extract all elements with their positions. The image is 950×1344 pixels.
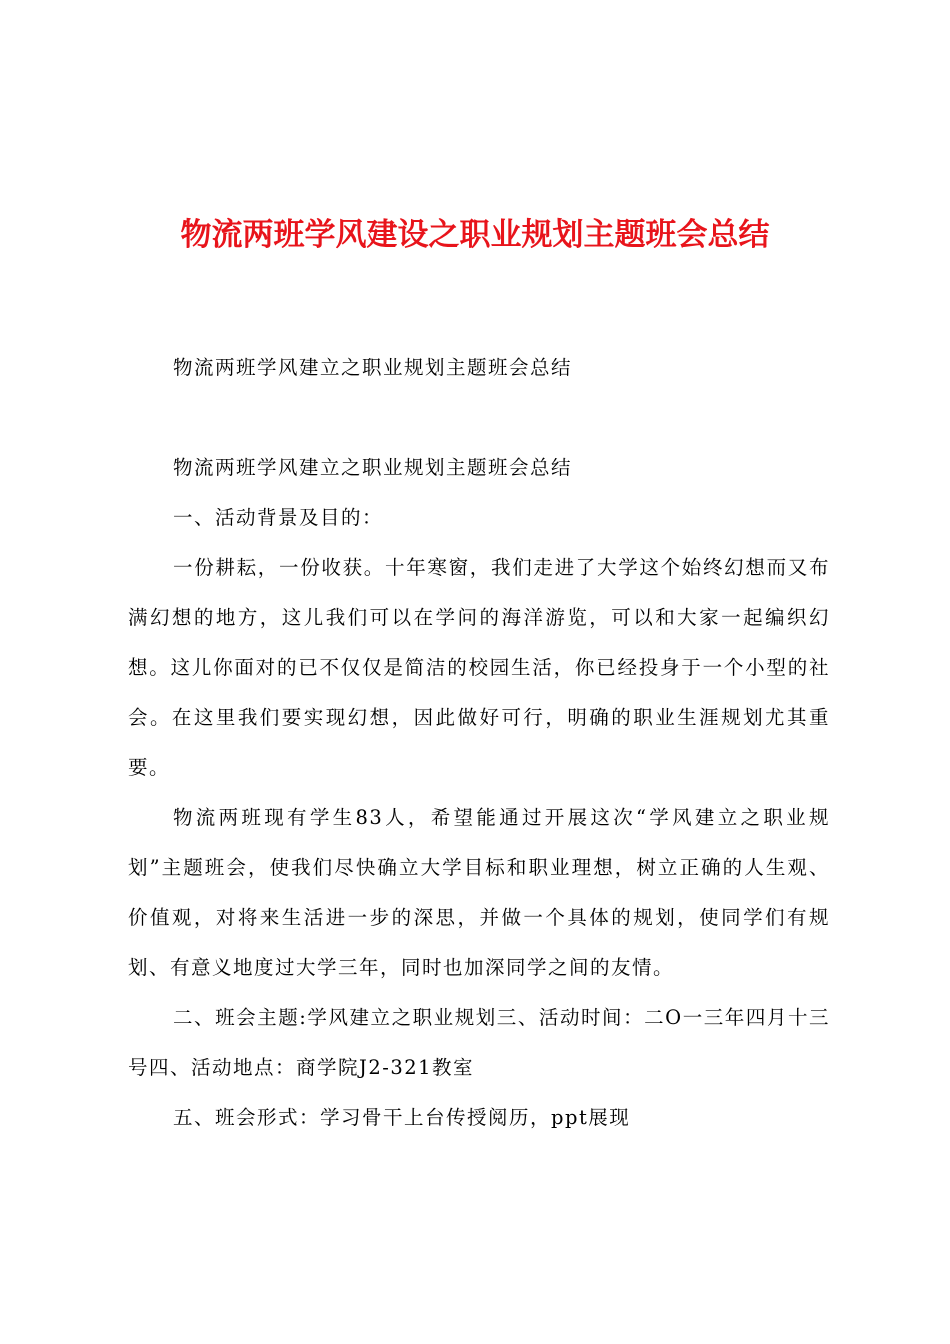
body-paragraph-purpose: 物流两班现有学生83人，希望能通过开展这次“学风建立之职业规划”主题班会，使我们尽快确立大学目标和职业理想，树立正确的人生观、价值观，对将来生活进一步的深思，并做一个具体的规划，使同学们有规划、有意义地度过大学三年，同时也加深同学之间的友情。 bbox=[128, 806, 830, 979]
body-paragraph-intro: 一份耕耘，一份收获。十年寒窗，我们走进了大学这个始终幻想而又布满幻想的地方，这儿我们可以在学问的海洋游览，可以和大家一起编织幻想。这儿你面对的已不仅仅是简洁的校园生活，你已经投身于一个小型的社会。在这里我们要实现幻想，因此做好可行，明确的职业生涯规划尤其重要。 bbox=[128, 556, 830, 779]
body-paragraph-format: 五、班会形式：学习骨干上台传授阅历，ppt展现 bbox=[173, 1106, 631, 1129]
paragraph-spacer bbox=[128, 393, 830, 443]
body-paragraph-subtitle: 物流两班学风建立之职业规划主题班会总结 bbox=[173, 356, 573, 379]
section-heading-background: 一、活动背景及目的： bbox=[173, 506, 384, 529]
body-paragraph-theme-time-place: 二、班会主题:学风建立之职业规划三、活动时间：二O一三年四月十三号四、活动地点：商学院J2-321教室 bbox=[128, 1006, 830, 1079]
document-body bbox=[128, 343, 830, 1143]
document-title: 物流两班学风建设之职业规划主题班会总结 bbox=[180, 217, 770, 253]
body-paragraph-heading: 物流两班学风建立之职业规划主题班会总结 bbox=[173, 456, 573, 479]
